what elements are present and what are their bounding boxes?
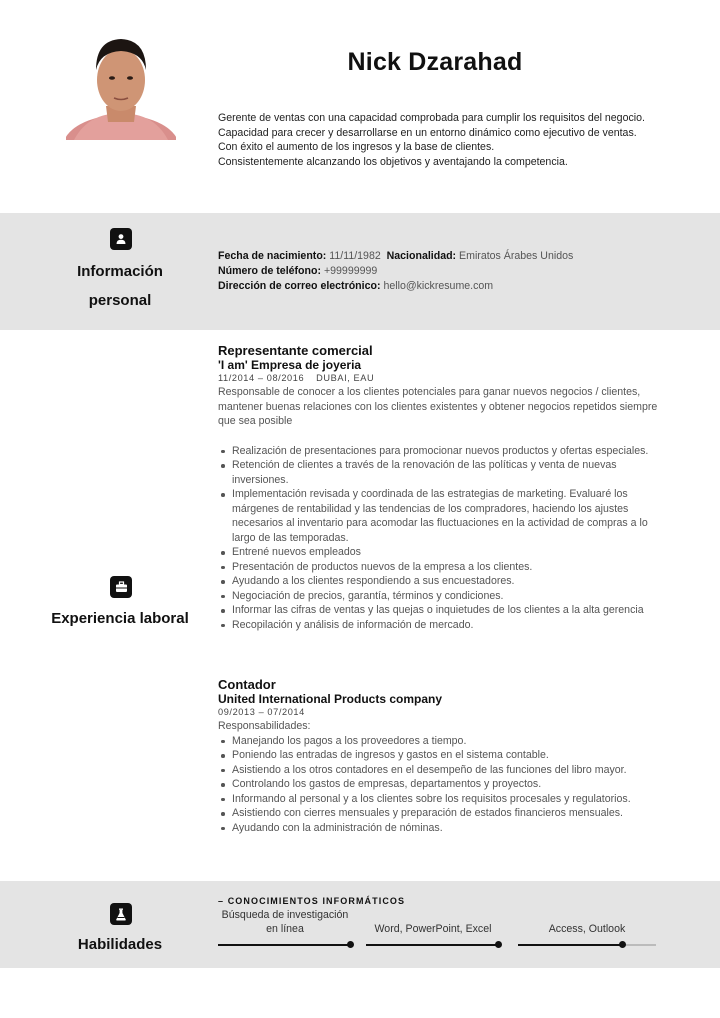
skill-level-marker [495,941,502,948]
job-bullets [218,734,673,836]
list-item: Recopilación y análisis de información de mercado. [232,618,673,633]
candidate-name: Nick Dzarahad [347,48,523,76]
summary-line: Con éxito el aumento de los ingresos y la base de clientes. [218,141,495,154]
list-item: Controlando los gastos de empresas, departamentos y proyectos. [232,777,673,792]
job-meta [218,372,673,385]
skill-label: Word, PowerPoint, Excel [374,923,492,935]
list-item: Ayudando a los clientes respondiendo a sus encuestadores. [232,574,673,589]
briefcase-icon [110,576,132,598]
skill-bar [366,944,500,946]
birth-nationality-row [218,249,573,264]
list-item: Ayudando con la administración de nóminas. [232,821,673,836]
list-item: Poniendo las entradas de ingresos y gastos en el sistema contable. [232,748,673,763]
job-company: 'I am' Empresa de joyeria [218,358,362,372]
list-item: Retención de clientes a través de la renovación de las políticas y venta de nuevas inversiones. [232,458,673,487]
personal-info-details [218,249,573,294]
skill-group-title: – CONOCIMIENTOS INFORMÁTICOS [218,896,406,906]
list-item: Realización de presentaciones para promocionar nuevos productos y ofertas especiales. [232,444,673,459]
list-item: Informando al personal y a los clientes sobre los requisitos procesales y regulatorios. [232,792,673,807]
skill-bar-fill [518,944,622,946]
job-entry [218,678,673,835]
email-value[interactable]: hello@kickresume.com [383,280,494,292]
flask-icon [110,903,132,925]
nationality-value: Emiratos Árabes Unidos [459,250,574,262]
job-description: Responsabilidades: [218,720,311,732]
job-dates: 11/2014 – 08/2016 [218,373,305,383]
job-title: Representante comercial [218,343,373,358]
list-item: Asistiendo con cierres mensuales y preparación de estados financieros mensuales. [232,806,673,821]
list-item: Informar las cifras de ventas y las quejas o inquietudes de los clientes a la alta gerencia [232,603,673,618]
skills-title: Habilidades [77,936,163,953]
job-bullets [218,444,673,633]
job-dates: 09/2013 – 07/2014 [218,707,305,717]
summary-line: Consistentemente alcanzando los objetivos y aventajando la competencia. [218,155,568,168]
section-title-line: Información [77,263,163,280]
email-row [218,279,573,294]
job-meta [218,706,673,719]
section-title-line: personal [88,292,152,309]
skill-label: Búsqueda de investigación en línea [221,909,349,935]
job-title: Contador [218,677,276,692]
list-item: Presentación de productos nuevos de la empresa a los clientes. [232,560,673,575]
phone-row [218,264,573,279]
profile-photo [66,22,176,140]
skill-bar [218,944,352,946]
list-item: Implementación revisada y coordinada de las estrategias de marketing. Evaluaré los márgenes de rentabilidad y las tendencias de los compradores, haciendo los ajustes necesarios al inventario para acomodar las fluctuaciones en la actividad de compras a lo largo de las temporadas. [232,487,673,545]
list-item: Negociación de precios, garantía, términos y condiciones. [232,589,673,604]
list-item: Entrené nuevos empleados [232,545,673,560]
skill-level-marker [619,941,626,948]
email-label: Dirección de correo electrónico: [218,280,381,292]
skill-level-marker [347,941,354,948]
phone-label: Número de teléfono: [218,265,321,277]
job-description: Responsable de conocer a los clientes potenciales para ganar nuevos negocios / clientes, mantener buenas relaciones con los clientes existentes y obtener negocios repetidos siempre que sea posible [218,386,658,427]
job-location: DUBAI, EAU [316,373,375,383]
skill-label: Access, Outlook [548,923,626,935]
person-icon [110,228,132,250]
birth-value: 11/11/1982 [329,250,381,262]
job-entry [218,344,673,632]
personal-info-title [40,257,200,315]
phone-value: +99999999 [323,265,378,277]
nationality-label: Nacionalidad: [386,250,457,262]
list-item: Asistiendo a los otros contadores en el desempeño de las funciones del libro mayor. [232,763,673,778]
summary-line: Capacidad para crecer y desarrollarse en un entorno dinámico como ejecutivo de ventas. [218,126,637,139]
list-item: Manejando los pagos a los proveedores a tiempo. [232,734,673,749]
job-company: United International Products company [218,692,443,706]
birth-label: Fecha de nacimiento: [218,250,327,262]
experience-title: Experiencia laboral [51,610,189,627]
summary-line: Gerente de ventas con una capacidad comprobada para cumplir los requisitos del negocio. [218,112,645,124]
profile-summary [218,111,658,169]
